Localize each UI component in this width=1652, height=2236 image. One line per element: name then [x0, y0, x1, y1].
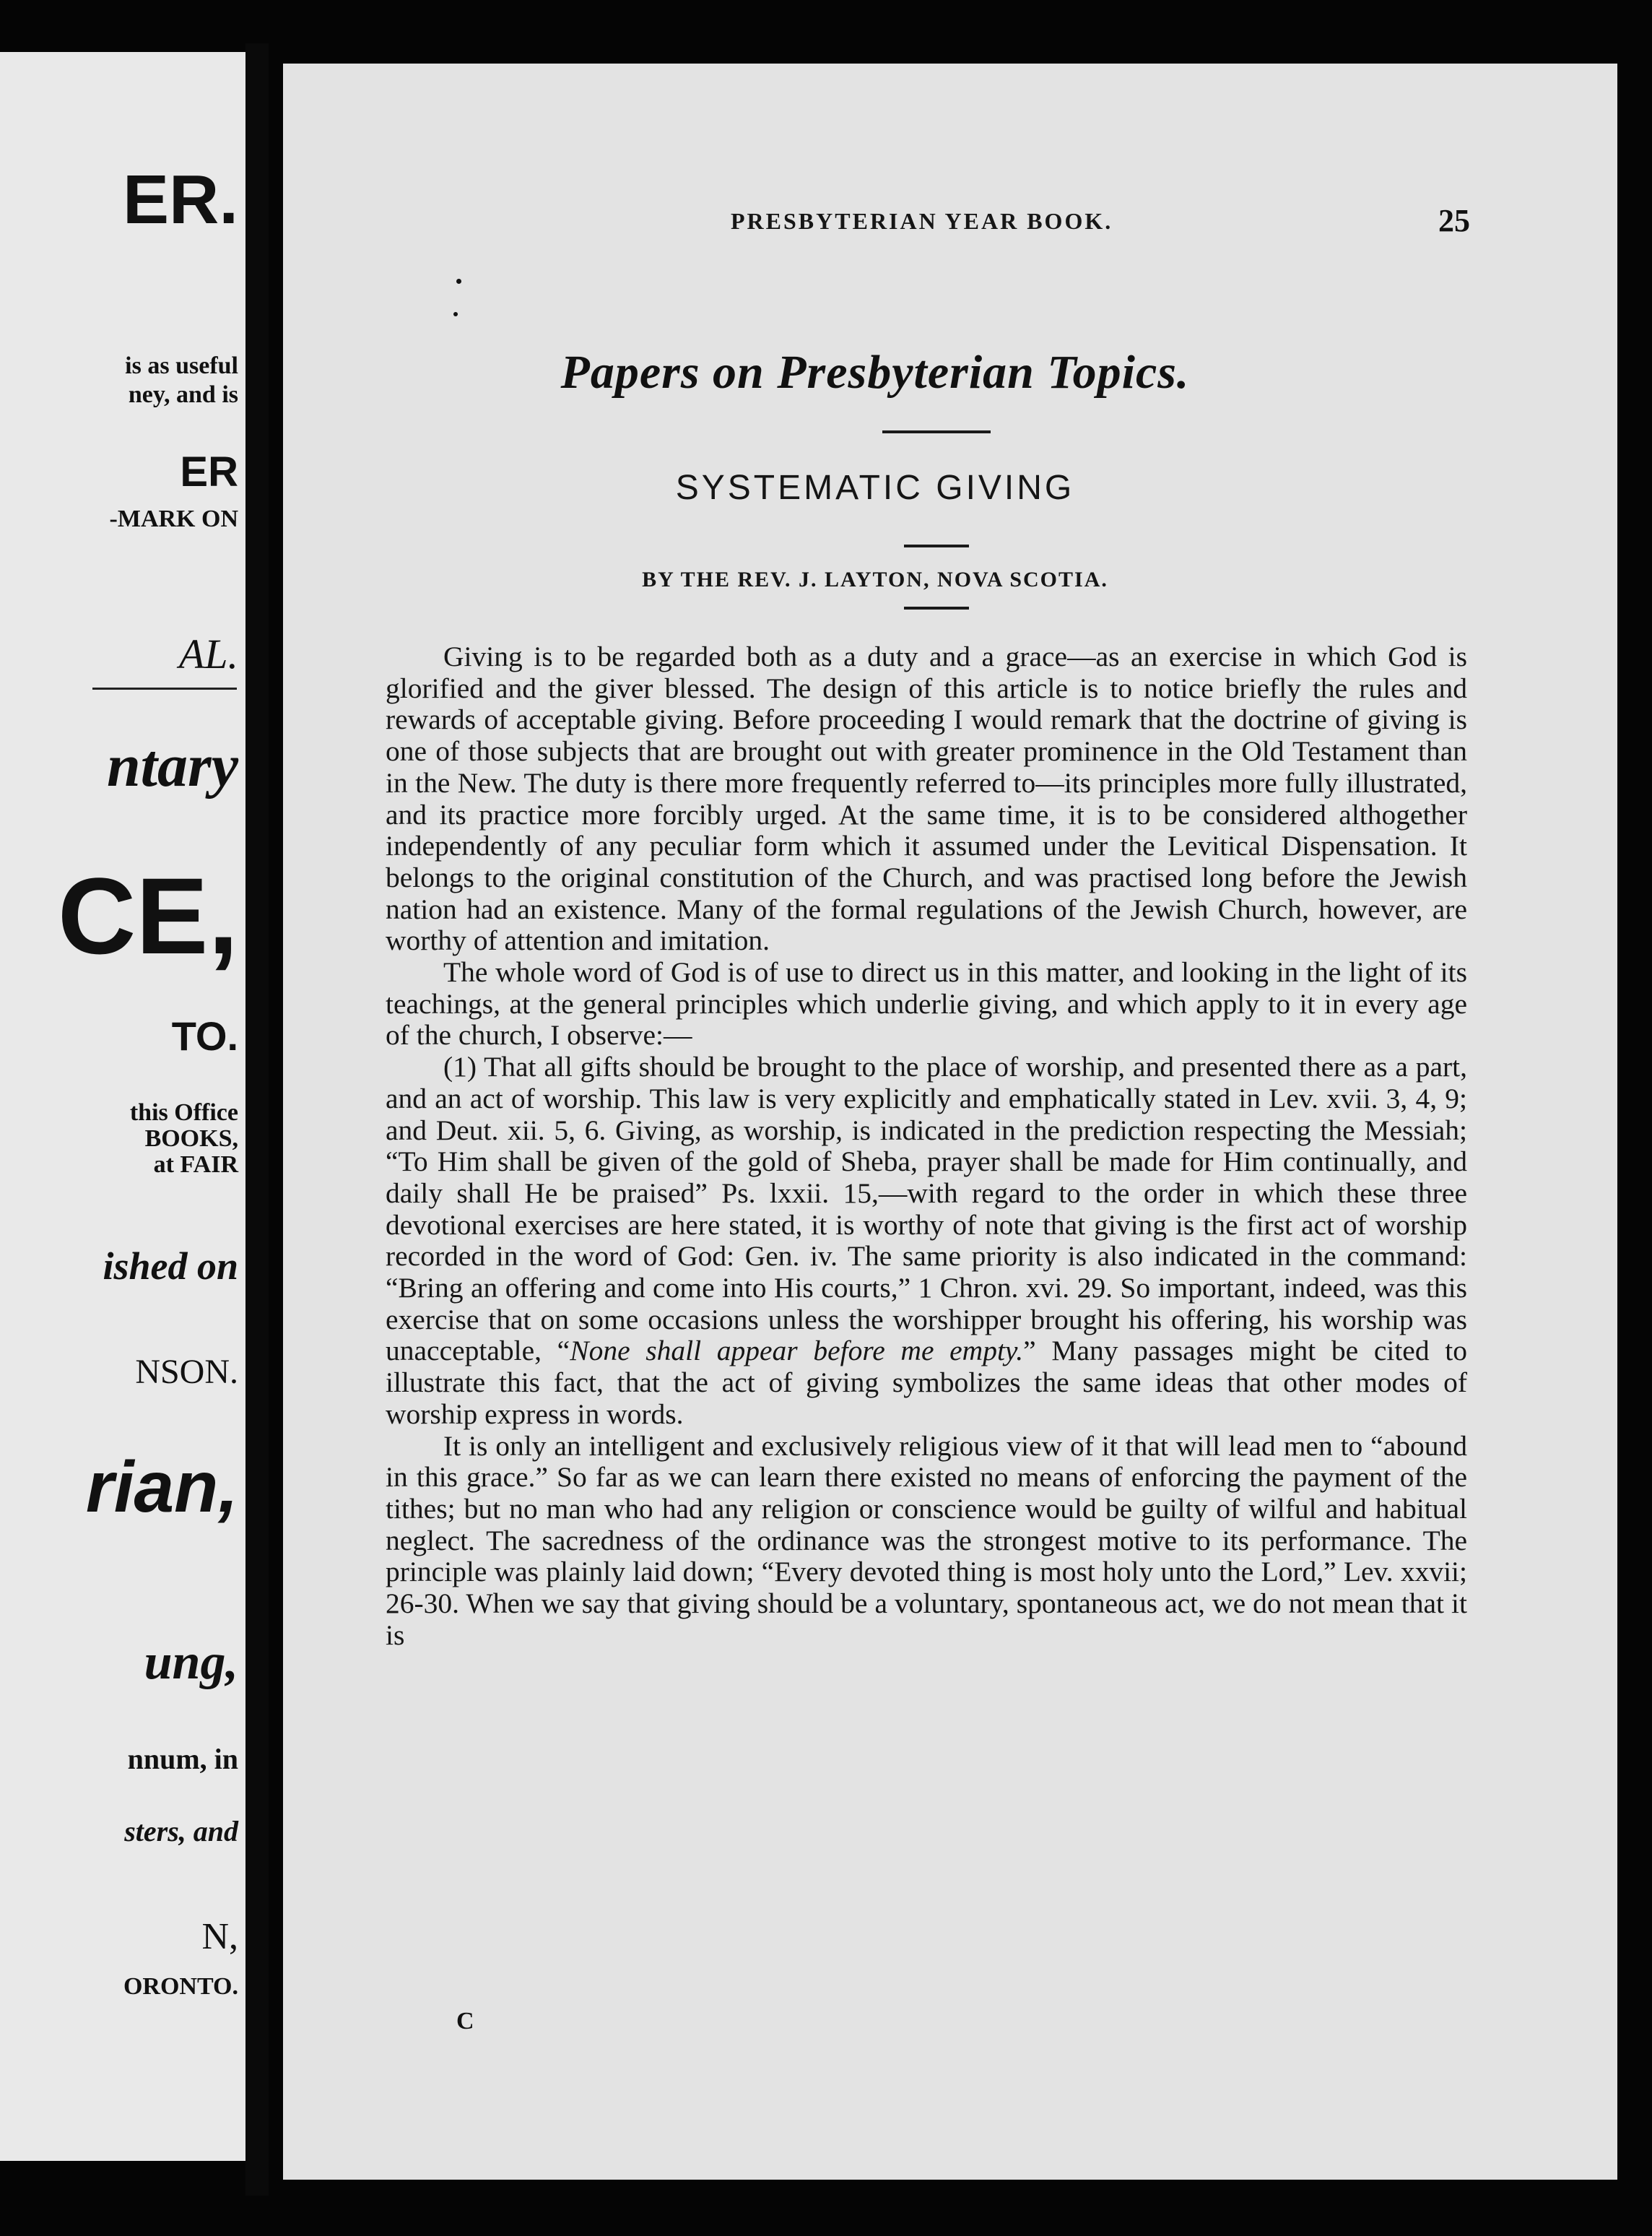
title-rule	[882, 430, 991, 433]
paragraph: Giving is to be regarded both as a duty and a grace—as an exercise in which God is glorified and the giver blessed. The design of this article is to notice briefly the rules and rewards of acceptable giving. Before proceeding I would remark that the doctrine of giving is one of those subjects that are brought out with greater prominence in the Old Testament than in the New. The duty is there more frequently referred to—its principles more fully illustrated, and its practice more forcibly urged. At the same time, it is to be considered althogether independently of any peculiar form which it assumed under the Levitical Dispensation. It belongs to the original constitution of the Church, and was practised long before the Jewish nation had an existence. Many of the formal regulations of the Jewish Church, however, are worthy of attention and imitation.	[386, 641, 1467, 957]
running-head: PRESBYTERIAN YEAR BOOK.	[731, 208, 1113, 234]
left-rule	[92, 688, 237, 690]
paragraph: It is only an intelligent and exclusively religious view of it that will lead men to “abound in this grace.” So far as we can learn there existed no means of enforcing the payment of the tithes; but no man who had any religion or conscience would be guilty of wilful and habitual neglect. The sacredness of the ordinance was the strongest motive to its performance. The principle was plainly laid down; “Every devoted thing is most holy unto the Lord,” Lev. xxvii; 26-30. When we say that giving should be a voluntary, spontaneous act, we do not mean that it is	[386, 1429, 1467, 1651]
paragraph-text: ” Many passages might be cited to illustrate this fact, that the act of giving symbolizes the same ideas that other modes of worship express in words.	[386, 1335, 1467, 1430]
left-line-13: ished on	[103, 1244, 238, 1288]
left-line-3: ney, and is	[128, 381, 238, 408]
left-line-9: TO.	[171, 1013, 238, 1059]
book-binding	[245, 43, 269, 2196]
section-title: Papers on Presbyterian Topics.	[560, 346, 1190, 399]
byline: BY THE REV. J. LAYTON, NOVA SCOTIA.	[642, 568, 1108, 592]
left-line-11: BOOKS,	[144, 1125, 238, 1152]
ink-speck	[456, 279, 461, 284]
left-line-2: is as useful	[125, 352, 238, 379]
quotation-italic: None shall appear before me empty.	[570, 1335, 1024, 1367]
left-line-16: ung,	[144, 1634, 238, 1690]
previous-page-fragment	[0, 52, 245, 2161]
left-line-19: N,	[201, 1916, 238, 1957]
left-line-7: ntary	[106, 732, 238, 800]
left-line-1: ER.	[122, 161, 238, 238]
page	[283, 64, 1617, 2180]
left-line-5: -MARK ON	[109, 506, 238, 532]
left-line-6: AL.	[178, 630, 238, 677]
left-line-12: at FAIR	[153, 1151, 238, 1178]
article-body	[386, 641, 1467, 1652]
left-line-10: this Office	[129, 1099, 238, 1126]
paragraph: The whole word of God is of use to direct us in this matter, and looking in the light of its teachings, at the general principles which underlie giving, and which apply to it in every age of the church, I observe:—	[386, 956, 1467, 1052]
left-line-14: NSON.	[135, 1353, 238, 1391]
title-rule	[904, 545, 969, 547]
left-line-4: ER	[180, 448, 238, 495]
paragraph	[386, 1052, 1467, 1430]
left-line-20: ORONTO.	[123, 1973, 238, 2000]
left-line-8: CE,	[57, 855, 238, 976]
ink-speck	[453, 312, 458, 316]
byline-rule	[904, 607, 969, 610]
article-title: SYSTEMATIC GIVING	[675, 469, 1075, 507]
paragraph-text: (1) That all gifts should be brought to the place of worship, and presented there as a part, and an act of worship. This law is very explicitly and emphatically stated in Lev. xvii. 3, 4, 9; and Deut. xii. 5, 6. Giving, as worship, is indicated in the prediction respecting the Messiah; “To Him shall be given of the gold of Sheba, prayer shall be made for Him continually, and daily shall He be praised” Ps. lxxii. 15,—with regard to the order in which these three devotional exercises are here stated, it is worthy of note that giving is the first act of worship recorded in the word of God: Gen. iv. The same priority is also indicated in the command: “Bring an offering and come into His courts,” 1 Chron. xvi. 29. So important, indeed, was this exercise that on some occasions unless the worshipper brought his offering, his worship was unacceptable, “	[386, 1051, 1467, 1367]
left-line-17: nnum, in	[127, 1743, 238, 1775]
left-line-18: sters, and	[124, 1815, 238, 1847]
left-line-15: rian,	[85, 1447, 238, 1528]
signature-mark: C	[456, 2008, 474, 2034]
page-number: 25	[1438, 203, 1470, 238]
